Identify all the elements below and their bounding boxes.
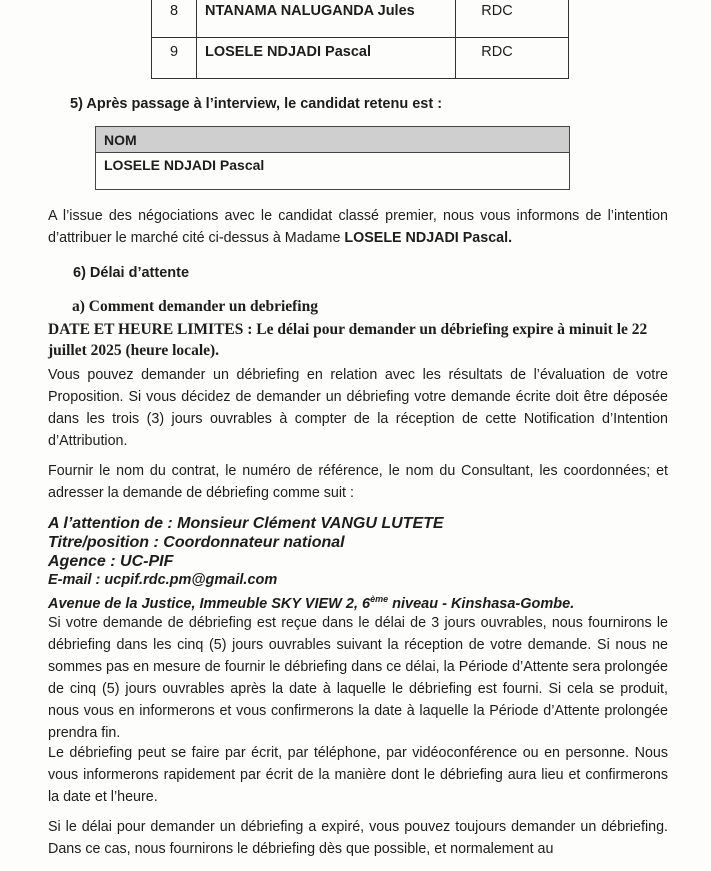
candidate-country: RDC <box>456 0 569 38</box>
selected-candidate-table <box>95 126 570 190</box>
expired-paragraph: Si le délai pour demander un débriefing a expiré, vous pouvez toujours demander un débriefing. Dans ce cas, nous fournirons le débriefing dès que possible, et normalement au <box>48 819 668 857</box>
awardee-name: LOSELE NDJADI Pascal. <box>344 230 513 246</box>
row-number: 9 <box>152 38 197 79</box>
section-6-heading: 6) Délai d’attente <box>73 265 190 281</box>
negotiation-paragraph <box>48 205 668 249</box>
section-5-heading: 5) Après passage à l’interview, le candidat retenu est : <box>70 96 443 112</box>
table-row <box>152 0 569 38</box>
address-email: E-mail : ucpif.rdc.pm@gmail.com <box>48 572 278 588</box>
table-row <box>152 38 569 79</box>
within-deadline-paragraph: Si votre demande de débriefing est reçue dans le délai de 3 jours ouvrables, nous fournirons le débriefing dans les cinq (5) jours ouvrables suivant la réception de votre demande. Si nous ne sommes pas en mesure de fournir le débriefing dans ce délai, la Période d’Attente sera prolongée de cinq (5) jours ouvrables après la date à laquelle le débriefing est fourni. Si cela se produit, nous vous en informerons et vous confirmerons la date à laquelle la Période d’Attente prolongée prendra fin. <box>48 615 668 741</box>
address-street: Avenue de la Justice, Immeuble SKY VIEW 2, 6ème niveau - Kinshasa-Gombe. <box>48 594 575 612</box>
address-attention: A l’attention de : Monsieur Clément VANGU LUTETE <box>48 515 444 532</box>
nom-header: NOM <box>96 127 570 153</box>
row-number: 8 <box>152 0 197 38</box>
address-agency: Agence : UC-PIF <box>48 553 174 570</box>
deadline-text: DATE ET HEURE LIMITES : Le délai pour demander un débriefing expire à minuit le 22 juillet 2025 (heure locale). <box>48 321 648 359</box>
sub-a-heading: a) Comment demander un debriefing <box>72 298 318 315</box>
candidate-country: RDC <box>456 38 569 79</box>
modes-paragraph: Le débriefing peut se faire par écrit, par téléphone, par vidéoconférence ou en personne. Nous vous informerons rapidement par écrit de la manière dont le débriefing aura lieu et confirmerons la date et l’heure. <box>48 745 668 805</box>
address-block <box>48 514 574 614</box>
candidate-name: NTANAMA NALUGANDA Jules <box>197 0 456 38</box>
address-title: Titre/position : Coordonnateur national <box>48 534 345 551</box>
negotiation-text: A l’issue des négociations avec le candidat classé premier, nous vous informons de l’intention d’attribuer le marché cité ci-dessus à Madame <box>48 208 668 246</box>
request-paragraph: Vous pouvez demander un débriefing en relation avec les résultats de l’évaluation de votre Proposition. Si vous décidez de demander un débriefing votre demande écrite doit être déposée dans les trois (3) jours ouvrables à compter de la réception de cette Notification d’Intention d’Attribution. <box>48 367 668 449</box>
candidates-table <box>151 0 569 79</box>
candidate-name: LOSELE NDJADI Pascal <box>197 38 456 79</box>
selected-candidate-name: LOSELE NDJADI Pascal <box>96 153 570 190</box>
provide-paragraph: Fournir le nom du contrat, le numéro de référence, le nom du Consultant, les coordonnées; et adresser la demande de débriefing comme suit : <box>48 463 668 501</box>
